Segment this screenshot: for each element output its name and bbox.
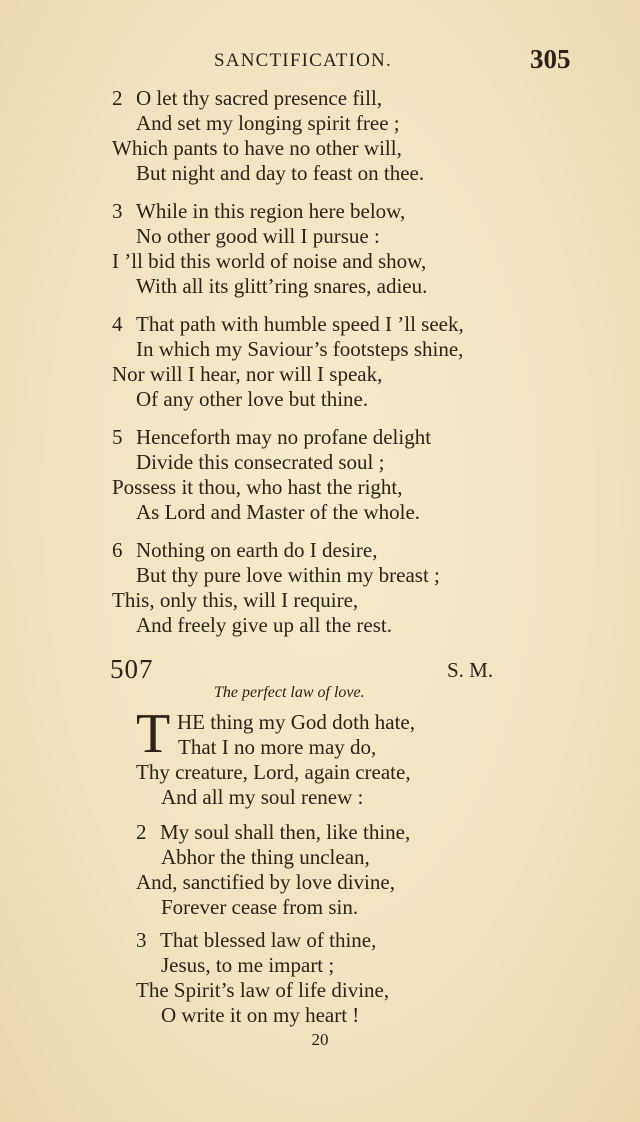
hymn-verse-3 xyxy=(0,928,640,1028)
hymn-verse-1 xyxy=(0,703,640,810)
verse-number: 4 xyxy=(112,312,123,336)
verse-line: O write it on my heart ! xyxy=(161,1003,360,1027)
verse-number: 2 xyxy=(112,86,123,110)
verse-line: Which pants to have no other will, xyxy=(112,136,402,160)
verse-line: And freely give up all the rest. xyxy=(136,613,392,637)
verse-prev-5 xyxy=(0,425,640,525)
verse-number: 3 xyxy=(136,928,147,952)
verse-line: And, sanctified by love divine, xyxy=(136,870,395,894)
verse-line: 2 My soul shall then, like thine, xyxy=(136,820,411,844)
verse-line: The Spirit’s law of life divine, xyxy=(136,978,390,1002)
verse-line: But night and day to feast on thee. xyxy=(136,161,425,185)
hymn-number: 507 xyxy=(110,654,154,684)
verse-line: I ’ll bid this world of noise and show, xyxy=(112,249,427,273)
running-title: SANCTIFICATION. xyxy=(214,50,392,71)
verse-line: Abhor the thing unclean, xyxy=(161,845,370,869)
verse-line: 3 That blessed law of thine, xyxy=(136,928,377,952)
verse-line: Nor will I hear, nor will I speak, xyxy=(112,362,383,386)
verse-line: And all my soul renew : xyxy=(161,785,364,809)
verse-line: 6 Nothing on earth do I desire, xyxy=(112,538,378,562)
verse-number: 6 xyxy=(112,538,123,562)
hymn-heading xyxy=(0,654,640,686)
verse-prev-6 xyxy=(0,538,640,638)
verse-line: 4 That path with humble speed I ’ll seek, xyxy=(112,312,464,336)
verse-number: 2 xyxy=(136,820,147,844)
verse-number: 5 xyxy=(112,425,123,449)
verse-line: And set my longing spirit free ; xyxy=(136,111,400,135)
verse-line: As Lord and Master of the whole. xyxy=(136,500,421,524)
signature-mark: 20 xyxy=(311,1030,329,1049)
verse-line: 2 O let thy sacred presence fill, xyxy=(112,86,383,110)
verse-line: HE thing my God doth hate, xyxy=(177,710,415,734)
verse-prev-2 xyxy=(0,86,640,186)
verse-prev-3 xyxy=(0,199,640,299)
verse-line: 5 Henceforth may no profane delight xyxy=(112,425,432,449)
verse-number: 3 xyxy=(112,199,123,223)
verse-line: This, only this, will I require, xyxy=(112,588,359,612)
verse-line: 3 While in this region here below, xyxy=(112,199,406,223)
verse-line: But thy pure love within my breast ; xyxy=(136,563,440,587)
verse-line: No other good will I pursue : xyxy=(136,224,380,248)
verse-line: Of any other love but thine. xyxy=(136,387,369,411)
verse-line: Jesus, to me impart ; xyxy=(161,953,335,977)
verse-line: Thy creature, Lord, again create, xyxy=(136,760,411,784)
verse-line: With all its glitt’ring snares, adieu. xyxy=(136,274,428,298)
hymn-meter: S. M. xyxy=(447,658,494,682)
verse-line: Possess it thou, who hast the right, xyxy=(112,475,403,499)
verse-line: That I no more may do, xyxy=(178,735,377,759)
hymn-subtitle: The perfect law of love. xyxy=(214,684,365,701)
verse-line: In which my Saviour’s footsteps shine, xyxy=(136,337,464,361)
verse-prev-4 xyxy=(0,312,640,412)
page-number: 305 xyxy=(530,44,571,74)
running-head xyxy=(0,44,640,78)
verse-line: Divide this consecrated soul ; xyxy=(136,450,385,474)
drop-cap: T xyxy=(136,703,171,765)
verse-line: Forever cease from sin. xyxy=(161,895,359,919)
hymn-verse-2 xyxy=(0,820,640,920)
